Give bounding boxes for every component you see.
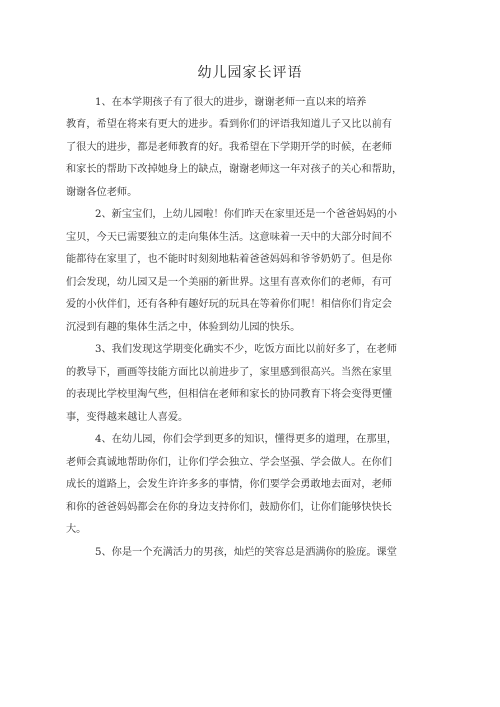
paragraph-2-line-1: 2、新宝宝们，上幼儿园啦！你们昨天在家里还是一个爸爸妈妈的小 <box>95 209 397 220</box>
paragraph-2-line-4: 们会发现，幼儿园又是一个美丽的新世界。这里有喜欢你们的老师，有可 <box>66 277 392 288</box>
paragraph-4-line-2: 老师会真诚地帮助你们，让你们学会独立、学会坚强、学会做人。在你们 <box>66 457 392 468</box>
paragraph-2-line-5: 爱的小伙伴们，还有各种有趣好玩的玩具在等着你们呢！相信你们肯定会 <box>66 299 392 310</box>
paragraph-5-line-1: 5、你是一个充满活力的男孩，灿烂的笑容总是洒满你的脸庞。课堂 <box>95 547 397 558</box>
paragraph-2-line-6: 沉浸到有趣的集体生活之中，体验到幼儿园的快乐。 <box>66 322 301 333</box>
document-title: 幼儿园家长评语 <box>197 65 303 81</box>
paragraph-3-line-4: 事，变得越来越让人喜爱。 <box>66 412 189 423</box>
paragraph-4-line-1: 4、在幼儿园，你们会学到更多的知识，懂得更多的道理，在那里， <box>95 434 397 445</box>
paragraph-4-line-4: 和你的爸爸妈妈都会在你的身边支持你们，鼓励你们，让你们能够快快长 <box>66 502 392 513</box>
paragraph-3-line-1: 3、我们发现这学期变化确实不少，吃饭方面比以前好多了，在老师 <box>95 344 397 355</box>
paragraph-2-line-3: 能都待在家里了，也不能时时刻刻地粘着爸爸妈妈和爷爷奶奶了。但是你 <box>66 254 392 265</box>
paragraph-3-line-2: 的教导下，画画等技能方面比以前进步了，家里感到很高兴。当然在家里 <box>66 367 392 378</box>
paragraph-1-line-4: 和家长的帮助下改掉她身上的缺点，谢谢老师这一年对孩子的关心和帮助， <box>66 164 403 175</box>
paragraph-1-line-2: 教育，希望在将来有更大的进步。看到你们的评语我知道儿子又比以前有 <box>66 119 392 130</box>
paragraph-4-line-5: 大。 <box>66 524 87 535</box>
paragraph-1-line-1: 1、在本学期孩子有了很大的进步，谢谢老师一直以来的培养 <box>95 97 367 108</box>
paragraph-4-line-3: 成长的道路上，会发生许许多多的事情，你们要学会勇敢地去面对，老师 <box>66 479 392 490</box>
paragraph-2-line-2: 宝贝，今天已需要独立的走向集体生活。这意味着一天中的大部分时间不 <box>66 232 392 243</box>
paragraph-1-line-3: 了很大的进步，都是老师教育的好。我希望在下学期开学的时候，在老师 <box>66 142 392 153</box>
paragraph-1-line-5: 谢谢各位老师。 <box>66 187 138 198</box>
paragraph-3-line-3: 的表现比学校里淘气些，但相信在老师和家长的协同教育下将会变得更懂 <box>66 389 392 400</box>
